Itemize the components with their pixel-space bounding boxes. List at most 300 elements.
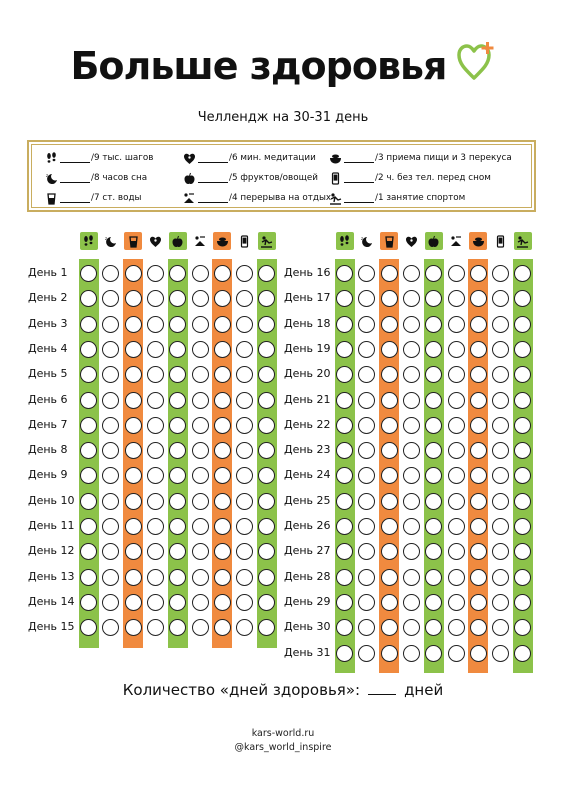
habit-checkbox[interactable] (381, 493, 398, 510)
habit-checkbox[interactable] (403, 594, 420, 611)
habit-checkbox[interactable] (358, 543, 375, 560)
habit-checkbox[interactable] (102, 341, 119, 358)
legend-inner (31, 144, 532, 208)
habit-checkbox[interactable] (214, 619, 231, 636)
habit-checkbox[interactable] (192, 316, 209, 333)
habit-checkbox[interactable] (125, 594, 142, 611)
habit-checkbox[interactable] (192, 518, 209, 535)
habit-checkbox[interactable] (169, 341, 186, 358)
habit-checkbox[interactable] (147, 417, 164, 434)
day-label: День 31 (284, 645, 331, 659)
habit-checkbox[interactable] (381, 645, 398, 662)
habit-checkbox[interactable] (492, 569, 509, 586)
legend-goal-field[interactable] (60, 193, 90, 203)
habit-checkbox[interactable] (448, 569, 465, 586)
habit-checkbox[interactable] (80, 417, 97, 434)
habit-checkbox[interactable] (336, 442, 353, 459)
habit-checkbox[interactable] (358, 569, 375, 586)
habit-checkbox[interactable] (214, 543, 231, 560)
habit-checkbox[interactable] (425, 417, 442, 434)
habit-checkbox[interactable] (258, 316, 275, 333)
habit-checkbox[interactable] (147, 543, 164, 560)
footsteps-icon (80, 232, 98, 250)
habit-checkbox[interactable] (236, 467, 253, 484)
habit-checkbox[interactable] (381, 290, 398, 307)
habit-checkbox[interactable] (147, 569, 164, 586)
legend-item-label: /3 приема пищи и 3 перекуса (375, 153, 512, 163)
habit-checkbox[interactable] (358, 341, 375, 358)
habit-checkbox[interactable] (381, 341, 398, 358)
habit-checkbox[interactable] (258, 493, 275, 510)
day-label: День 29 (284, 594, 331, 608)
day-label: День 13 (28, 569, 75, 583)
legend-item (44, 171, 147, 185)
habit-checkbox[interactable] (403, 442, 420, 459)
habit-checkbox[interactable] (448, 543, 465, 560)
habit-checkbox[interactable] (470, 619, 487, 636)
habit-checkbox[interactable] (125, 543, 142, 560)
habit-checkbox[interactable] (358, 467, 375, 484)
habit-checkbox[interactable] (358, 392, 375, 409)
habit-checkbox[interactable] (358, 366, 375, 383)
habit-checkbox[interactable] (236, 569, 253, 586)
heart-plus-icon (456, 40, 496, 86)
habit-checkbox[interactable] (236, 290, 253, 307)
habit-checkbox[interactable] (125, 392, 142, 409)
habit-checkbox[interactable] (147, 316, 164, 333)
habit-checkbox[interactable] (381, 417, 398, 434)
habit-checkbox[interactable] (192, 417, 209, 434)
habit-checkbox[interactable] (448, 619, 465, 636)
habit-checkbox[interactable] (125, 493, 142, 510)
habit-checkbox[interactable] (236, 417, 253, 434)
habit-checkbox[interactable] (403, 467, 420, 484)
day-label: День 19 (284, 341, 331, 355)
habit-checkbox[interactable] (403, 619, 420, 636)
legend-goal-field[interactable] (344, 173, 374, 183)
habit-checkbox[interactable] (258, 569, 275, 586)
habit-checkbox[interactable] (470, 543, 487, 560)
habit-checkbox[interactable] (492, 493, 509, 510)
habit-checkbox[interactable] (448, 265, 465, 282)
habit-checkbox[interactable] (147, 493, 164, 510)
habit-checkbox[interactable] (514, 392, 531, 409)
habit-checkbox[interactable] (192, 392, 209, 409)
habit-checkbox[interactable] (169, 594, 186, 611)
habit-checkbox[interactable] (403, 518, 420, 535)
phone-icon (236, 232, 254, 250)
habit-checkbox[interactable] (448, 417, 465, 434)
habit-checkbox[interactable] (381, 467, 398, 484)
habit-checkbox[interactable] (214, 392, 231, 409)
habit-checkbox[interactable] (169, 569, 186, 586)
title-row (0, 44, 566, 88)
habit-checkbox[interactable] (236, 493, 253, 510)
habit-checkbox[interactable] (192, 493, 209, 510)
habit-checkbox[interactable] (448, 392, 465, 409)
habit-checkbox[interactable] (80, 594, 97, 611)
habit-checkbox[interactable] (448, 467, 465, 484)
day-label: День 16 (284, 266, 331, 279)
habit-checkbox[interactable] (102, 594, 119, 611)
habit-checkbox[interactable] (358, 645, 375, 662)
habit-checkbox[interactable] (403, 366, 420, 383)
habit-checkbox[interactable] (147, 265, 164, 282)
habit-checkbox[interactable] (102, 543, 119, 560)
habit-checkbox[interactable] (448, 341, 465, 358)
habit-checkbox[interactable] (470, 290, 487, 307)
glass-water-icon (124, 232, 142, 250)
phone-icon (328, 171, 342, 185)
habit-checkbox[interactable] (403, 645, 420, 662)
habit-checkbox[interactable] (102, 392, 119, 409)
habit-checkbox[interactable] (236, 316, 253, 333)
svg-text:z: z (45, 172, 48, 178)
moon-sleep-icon (44, 171, 58, 185)
habit-checkbox[interactable] (214, 290, 231, 307)
habit-checkbox[interactable] (492, 467, 509, 484)
habit-checkbox[interactable] (336, 392, 353, 409)
habit-checkbox[interactable] (80, 493, 97, 510)
habit-checkbox[interactable] (214, 594, 231, 611)
habit-checkbox[interactable] (492, 341, 509, 358)
habit-checkbox[interactable] (381, 543, 398, 560)
habit-checkbox[interactable] (214, 442, 231, 459)
habit-checkbox[interactable] (214, 265, 231, 282)
habit-checkbox[interactable] (403, 341, 420, 358)
habit-checkbox[interactable] (125, 619, 142, 636)
habit-checkbox[interactable] (492, 619, 509, 636)
legend-item-label: /4 перерыва на отдых (229, 193, 332, 203)
habit-checkbox[interactable] (470, 442, 487, 459)
habit-checkbox[interactable] (236, 543, 253, 560)
habit-checkbox[interactable] (425, 341, 442, 358)
habit-checkbox[interactable] (448, 290, 465, 307)
habit-checkbox[interactable] (403, 290, 420, 307)
social-handle: @kars_world_inspire (234, 742, 332, 753)
habit-checkbox[interactable] (425, 493, 442, 510)
day-label: День 5 (28, 367, 68, 381)
habit-checkbox[interactable] (125, 265, 142, 282)
habit-checkbox[interactable] (236, 442, 253, 459)
glass-water-icon (380, 232, 398, 250)
habit-checkbox[interactable] (358, 442, 375, 459)
site-url: kars-world.ru (251, 728, 315, 739)
habit-checkbox[interactable] (192, 366, 209, 383)
habit-checkbox[interactable] (448, 645, 465, 662)
habit-checkbox[interactable] (336, 569, 353, 586)
habit-checkbox[interactable] (147, 442, 164, 459)
habit-checkbox[interactable] (470, 341, 487, 358)
habit-checkbox[interactable] (425, 316, 442, 333)
habit-checkbox[interactable] (381, 569, 398, 586)
habit-checkbox[interactable] (169, 493, 186, 510)
habit-checkbox[interactable] (236, 341, 253, 358)
legend-goal-field[interactable] (60, 173, 90, 183)
legend-box (27, 140, 536, 212)
habit-checkbox[interactable] (492, 316, 509, 333)
habit-checkbox[interactable] (214, 569, 231, 586)
bowl-meal-icon (469, 232, 487, 250)
habit-checkbox[interactable] (448, 366, 465, 383)
habit-checkbox[interactable] (102, 467, 119, 484)
habit-checkbox[interactable] (192, 619, 209, 636)
habit-checkbox[interactable] (336, 341, 353, 358)
legend-item-label: /1 занятие спортом (375, 193, 466, 203)
day-label: День 1 (28, 266, 68, 279)
habit-checkbox[interactable] (147, 290, 164, 307)
habit-checkbox[interactable] (336, 316, 353, 333)
habit-checkbox[interactable] (470, 569, 487, 586)
page-title: Больше здоровья (70, 44, 447, 88)
habit-checkbox[interactable] (381, 316, 398, 333)
habit-checkbox[interactable] (514, 645, 531, 662)
legend-goal-field[interactable] (198, 193, 228, 203)
habit-checkbox[interactable] (336, 417, 353, 434)
day-label: День 12 (28, 544, 75, 558)
habit-checkbox[interactable] (80, 569, 97, 586)
days-count-line (0, 680, 566, 699)
habit-checkbox[interactable] (381, 392, 398, 409)
habit-checkbox[interactable] (192, 442, 209, 459)
habit-checkbox[interactable] (125, 366, 142, 383)
legend-item (328, 151, 512, 165)
footsteps-icon (336, 232, 354, 250)
habit-checkbox[interactable] (470, 645, 487, 662)
habit-checkbox[interactable] (403, 392, 420, 409)
day-label: День 7 (28, 417, 68, 431)
habit-checkbox[interactable] (514, 493, 531, 510)
heart-meditation-icon (402, 232, 420, 250)
habit-checkbox[interactable] (336, 594, 353, 611)
habit-checkbox[interactable] (492, 392, 509, 409)
habit-checkbox[interactable] (192, 290, 209, 307)
habit-checkbox[interactable] (125, 417, 142, 434)
habit-checkbox[interactable] (102, 290, 119, 307)
habit-checkbox[interactable] (258, 392, 275, 409)
habit-checkbox[interactable] (236, 265, 253, 282)
habit-checkbox[interactable] (470, 265, 487, 282)
habit-checkbox[interactable] (236, 366, 253, 383)
rest-break-icon (191, 232, 209, 250)
glass-water-icon (44, 191, 58, 205)
habit-checkbox[interactable] (125, 467, 142, 484)
legend-item (182, 151, 316, 165)
habit-checkbox[interactable] (192, 467, 209, 484)
habit-checkbox[interactable] (102, 366, 119, 383)
habit-checkbox[interactable] (80, 265, 97, 282)
habit-checkbox[interactable] (358, 518, 375, 535)
habit-checkbox[interactable] (214, 366, 231, 383)
habit-checkbox[interactable] (470, 493, 487, 510)
habit-checkbox[interactable] (214, 518, 231, 535)
legend-goal-field[interactable] (198, 153, 228, 163)
habit-checkbox[interactable] (214, 316, 231, 333)
svg-text:z: z (361, 235, 364, 241)
day-label: День 9 (28, 468, 68, 482)
habit-checkbox[interactable] (492, 543, 509, 560)
habit-checkbox[interactable] (358, 619, 375, 636)
habit-checkbox[interactable] (448, 316, 465, 333)
rest-break-icon (182, 191, 196, 205)
habit-checkbox[interactable] (381, 265, 398, 282)
moon-sleep-icon (358, 232, 376, 250)
habit-checkbox[interactable] (169, 316, 186, 333)
habit-checkbox[interactable] (102, 417, 119, 434)
habit-checkbox[interactable] (358, 265, 375, 282)
habit-checkbox[interactable] (448, 442, 465, 459)
day-label: День 8 (28, 443, 68, 457)
habit-checkbox[interactable] (403, 265, 420, 282)
habit-checkbox[interactable] (214, 341, 231, 358)
habit-checkbox[interactable] (80, 442, 97, 459)
habit-checkbox[interactable] (358, 316, 375, 333)
apple-icon (169, 232, 187, 250)
habit-checkbox[interactable] (336, 493, 353, 510)
habit-checkbox[interactable] (236, 619, 253, 636)
days-count-field[interactable] (368, 680, 396, 695)
habit-checkbox[interactable] (492, 594, 509, 611)
habit-checkbox[interactable] (358, 290, 375, 307)
habit-checkbox[interactable] (403, 316, 420, 333)
days-count-label: Количество «дней здоровья»: (122, 681, 361, 699)
habit-checkbox[interactable] (102, 569, 119, 586)
habit-checkbox[interactable] (147, 341, 164, 358)
habit-checkbox[interactable] (470, 366, 487, 383)
day-label: День 17 (284, 291, 331, 305)
habit-checkbox[interactable] (80, 392, 97, 409)
habit-checkbox[interactable] (470, 316, 487, 333)
habit-checkbox[interactable] (214, 417, 231, 434)
habit-checkbox[interactable] (236, 518, 253, 535)
habit-checkbox[interactable] (102, 442, 119, 459)
habit-checkbox[interactable] (492, 417, 509, 434)
habit-checkbox[interactable] (403, 417, 420, 434)
habit-checkbox[interactable] (169, 417, 186, 434)
habit-checkbox[interactable] (102, 493, 119, 510)
day-label: День 28 (284, 569, 331, 583)
habit-checkbox[interactable] (147, 467, 164, 484)
habit-checkbox[interactable] (381, 366, 398, 383)
day-label: День 15 (28, 620, 75, 634)
habit-checkbox[interactable] (492, 265, 509, 282)
habit-checkbox[interactable] (425, 569, 442, 586)
habit-checkbox[interactable] (425, 392, 442, 409)
legend-item-label: /6 мин. медитации (229, 153, 316, 163)
heart-meditation-icon (146, 232, 164, 250)
habit-checkbox[interactable] (381, 594, 398, 611)
habit-checkbox[interactable] (448, 518, 465, 535)
habit-checkbox[interactable] (192, 265, 209, 282)
habit-checkbox[interactable] (492, 442, 509, 459)
habit-checkbox[interactable] (192, 569, 209, 586)
habit-checkbox[interactable] (492, 645, 509, 662)
habit-checkbox[interactable] (125, 569, 142, 586)
habit-checkbox[interactable] (125, 341, 142, 358)
habit-checkbox[interactable] (147, 366, 164, 383)
habit-checkbox[interactable] (514, 569, 531, 586)
habit-checkbox[interactable] (192, 594, 209, 611)
habit-checkbox[interactable] (125, 518, 142, 535)
habit-checkbox[interactable] (358, 594, 375, 611)
bowl-meal-icon (328, 151, 342, 165)
legend-item-label: /5 фруктов/овощей (229, 173, 318, 183)
habit-checkbox[interactable] (448, 493, 465, 510)
phone-icon (492, 232, 510, 250)
habit-checkbox[interactable] (425, 594, 442, 611)
habit-checkbox[interactable] (514, 316, 531, 333)
habit-checkbox[interactable] (147, 594, 164, 611)
legend-goal-field[interactable] (344, 193, 374, 203)
habit-checkbox[interactable] (381, 619, 398, 636)
habit-checkbox[interactable] (236, 392, 253, 409)
habit-checkbox[interactable] (192, 543, 209, 560)
day-label: День 21 (284, 392, 331, 406)
habit-checkbox[interactable] (102, 316, 119, 333)
habit-checkbox[interactable] (102, 265, 119, 282)
habit-checkbox[interactable] (336, 265, 353, 282)
habit-checkbox[interactable] (492, 290, 509, 307)
day-label: День 3 (28, 316, 68, 330)
habit-checkbox[interactable] (381, 518, 398, 535)
habit-checkbox[interactable] (492, 366, 509, 383)
habit-checkbox[interactable] (358, 417, 375, 434)
legend-goal-field[interactable] (198, 173, 228, 183)
day-label: День 30 (284, 620, 331, 634)
habit-checkbox[interactable] (470, 417, 487, 434)
habit-checkbox[interactable] (125, 290, 142, 307)
habit-checkbox[interactable] (102, 619, 119, 636)
habit-checkbox[interactable] (403, 493, 420, 510)
habit-checkbox[interactable] (80, 316, 97, 333)
habit-checkbox[interactable] (80, 341, 97, 358)
habit-checkbox[interactable] (470, 392, 487, 409)
habit-checkbox[interactable] (425, 645, 442, 662)
legend-goal-field[interactable] (60, 153, 90, 163)
habit-checkbox[interactable] (470, 594, 487, 611)
legend-goal-field[interactable] (344, 153, 374, 163)
habit-checkbox[interactable] (448, 594, 465, 611)
habit-checkbox[interactable] (470, 518, 487, 535)
habit-checkbox[interactable] (102, 518, 119, 535)
sport-icon (258, 232, 276, 250)
legend-item-label: /9 тыс. шагов (91, 153, 154, 163)
habit-checkbox[interactable] (336, 645, 353, 662)
apple-icon (425, 232, 443, 250)
day-label: День 24 (284, 468, 331, 482)
habit-checkbox[interactable] (147, 619, 164, 636)
habit-checkbox[interactable] (381, 442, 398, 459)
habit-checkbox[interactable] (403, 569, 420, 586)
habit-checkbox[interactable] (147, 518, 164, 535)
legend-item-label: /2 ч. без тел. перед сном (375, 173, 491, 183)
habit-checkbox[interactable] (125, 442, 142, 459)
habit-checkbox[interactable] (80, 518, 97, 535)
habit-checkbox[interactable] (336, 518, 353, 535)
habit-checkbox[interactable] (214, 493, 231, 510)
day-label: День 2 (28, 291, 68, 305)
habit-checkbox[interactable] (358, 493, 375, 510)
habit-checkbox[interactable] (492, 518, 509, 535)
habit-checkbox[interactable] (125, 316, 142, 333)
habit-checkbox[interactable] (147, 392, 164, 409)
legend-item-label: /8 часов сна (91, 173, 148, 183)
habit-checkbox[interactable] (169, 392, 186, 409)
habit-checkbox[interactable] (236, 594, 253, 611)
bowl-meal-icon (213, 232, 231, 250)
habit-checkbox[interactable] (403, 543, 420, 560)
habit-checkbox[interactable] (192, 341, 209, 358)
